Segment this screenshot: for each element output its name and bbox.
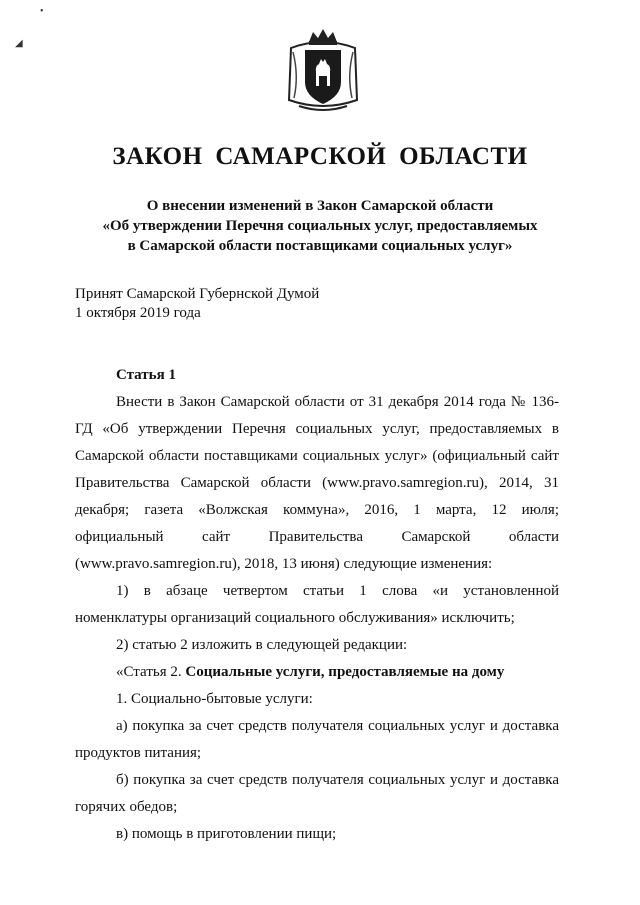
article-body bbox=[75, 362, 559, 848]
amendment-item-2: 2) статью 2 изложить в следующей редакции: bbox=[116, 637, 408, 653]
service-item-b: б) покупка за счет средств получателя социальных услуг и доставка горячих обедов; bbox=[75, 772, 559, 815]
adoption-note bbox=[75, 285, 319, 323]
quoted-article-heading bbox=[75, 659, 559, 686]
adoption-body: Принят Самарской Губернской Думой bbox=[75, 286, 320, 302]
services-header: 1. Социально-бытовые услуги: bbox=[116, 691, 313, 707]
subtitle-line: «Об утверждении Перечня социальных услуг, предоставляемых bbox=[102, 218, 538, 234]
law-subtitle bbox=[0, 196, 640, 256]
subtitle-line: О внесении изменений в Закон Самарской области bbox=[146, 198, 494, 214]
article-intro: Внести в Закон Самарской области от 31 декабря 2014 года № 136-ГД «Об утверждении Перечня социальных услуг, предоставляемых в Самарской области поставщиками социальных услуг» (официальный сайт Правительства Самарской области (www.pravo.samregion.ru), 2014, 31 декабря; газета «Волжская коммуна», 2016, 1 марта, 12 июля; официальный сайт Правительства Самарской области (www.pravo.samregion.ru), 2018, 13 июня) следующие изменения: bbox=[75, 394, 559, 572]
subtitle-line: в Самарской области поставщиками социальных услуг» bbox=[127, 238, 513, 254]
service-item-c: в) помощь в приготовлении пищи; bbox=[116, 826, 337, 842]
amendment-item-1: 1) в абзаце четвертом статьи 1 слова «и установленной номенклатуры организаций социального обслуживания» исключить; bbox=[75, 583, 559, 626]
quote-heading: Социальные услуги, предоставляемые на дому bbox=[185, 664, 505, 680]
service-item-a: а) покупка за счет средств получателя социальных услуг и доставка продуктов питания; bbox=[75, 718, 559, 761]
article-heading: Статья 1 bbox=[116, 367, 176, 383]
quote-prefix: «Статья 2. bbox=[116, 664, 182, 680]
law-title: ЗАКОН САМАРСКОЙ ОБЛАСТИ bbox=[112, 143, 528, 170]
coat-of-arms-emblem bbox=[285, 26, 361, 112]
scan-speck: • bbox=[40, 6, 44, 17]
adoption-date: 1 октября 2019 года bbox=[75, 305, 201, 321]
scan-speck: ◢ bbox=[15, 38, 23, 49]
